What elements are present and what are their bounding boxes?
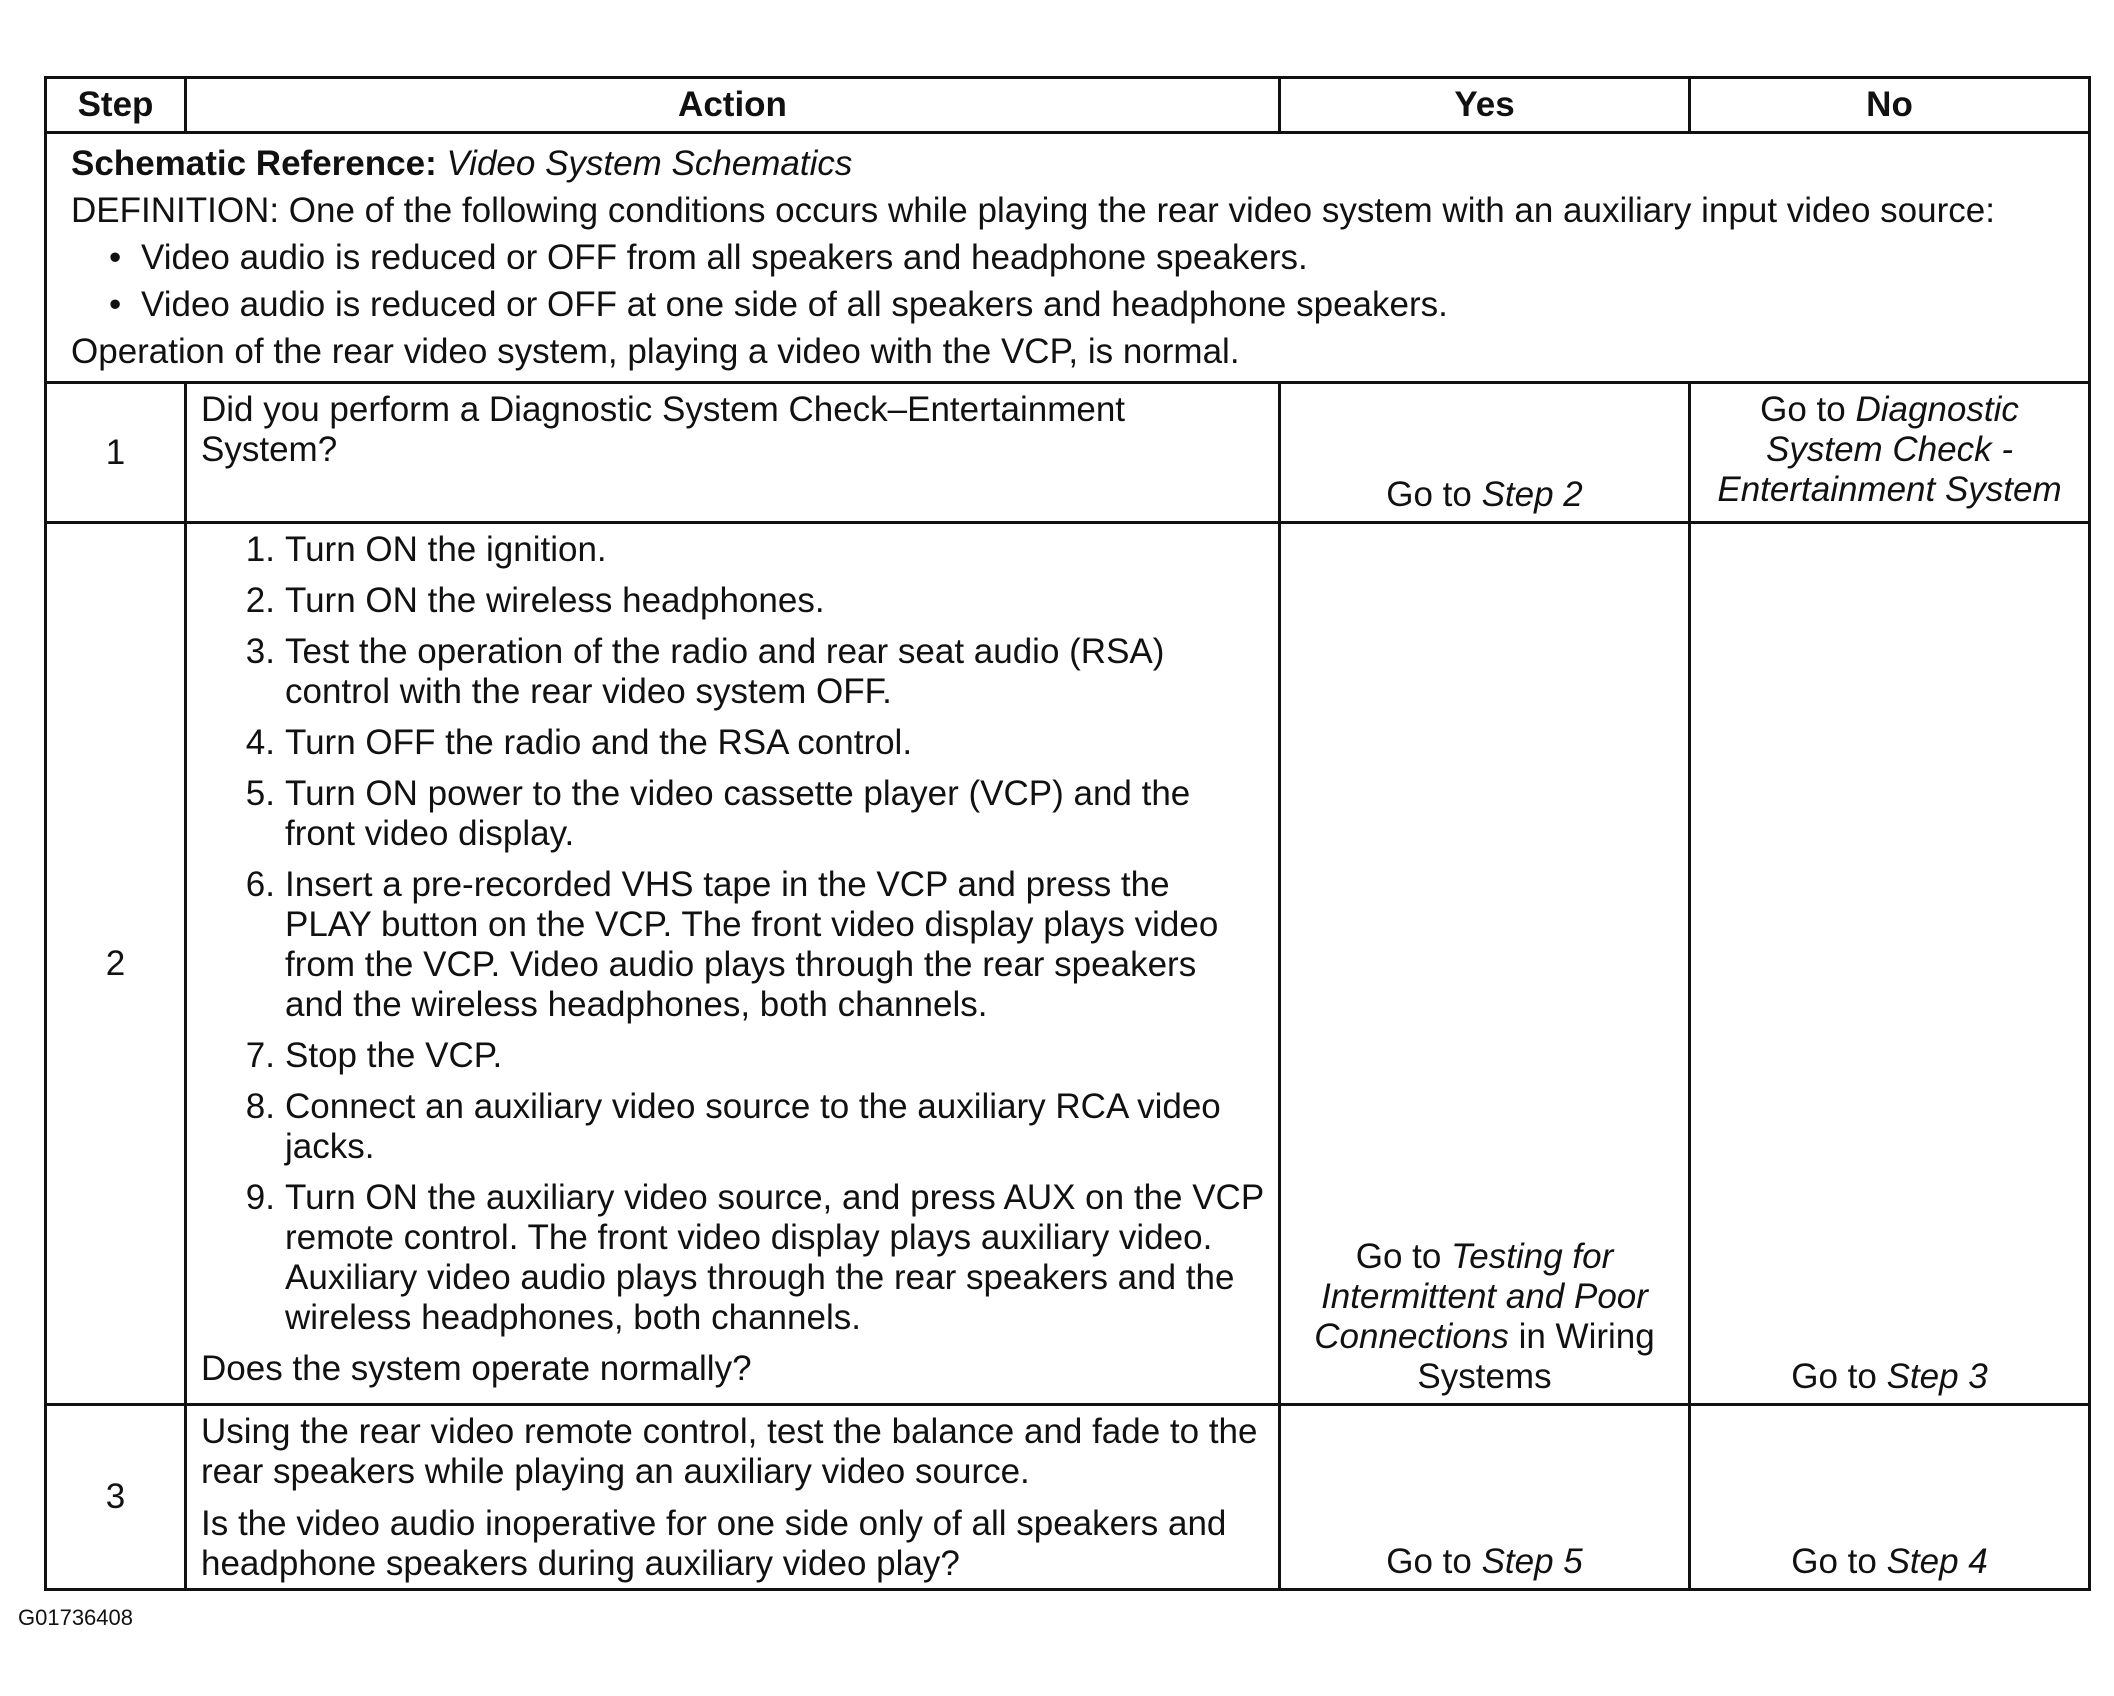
yes-prefix: Go to bbox=[1386, 1542, 1472, 1581]
no-prefix: Go to bbox=[1760, 390, 1846, 429]
step-number: 1 bbox=[46, 383, 186, 523]
action-question: Is the video audio inoperative for one side only of all speakers and headphone speakers during auxiliary video play? bbox=[201, 1504, 1227, 1583]
action-question: Did you perform a Diagnostic System Check–Entertainment System? bbox=[201, 390, 1126, 469]
procedure-item: 6. Insert a pre-recorded VHS tape in the VCP and press the PLAY button on the VCP. The front video display plays video from the VCP. Video audio plays through the rear speakers and the wireless headphones, both channels. bbox=[245, 865, 1219, 1024]
procedure-list bbox=[201, 530, 1264, 1338]
definition-text: DEFINITION: One of the following conditions occurs while playing the rear video system with an auxiliary input video source: bbox=[71, 191, 1995, 230]
operation-text: Operation of the rear video system, playing a video with the VCP, is normal. bbox=[71, 332, 1240, 371]
yes-suffix: in Wiring Systems bbox=[1417, 1317, 1655, 1396]
no-prefix: Go to bbox=[1791, 1542, 1877, 1581]
procedure-item: 7. Stop the VCP. bbox=[245, 1036, 503, 1075]
table-header-row bbox=[46, 78, 2090, 133]
yes-link[interactable]: Step 2 bbox=[1481, 475, 1583, 514]
procedure-item: 1. Turn ON the ignition. bbox=[245, 530, 607, 569]
procedure-item: 3. Test the operation of the radio and rear seat audio (RSA) control with the rear video system OFF. bbox=[245, 632, 1165, 711]
table-row-step-3 bbox=[46, 1405, 2090, 1590]
schematic-row bbox=[46, 133, 2090, 383]
schematic-cell bbox=[46, 133, 2090, 383]
procedure-item: 9. Turn ON the auxiliary video source, and press AUX on the VCP remote control. The front video display plays auxiliary video. Auxiliary video audio plays through the rear speakers and the wireless headphones, both channels. bbox=[245, 1178, 1264, 1337]
header-action: Action bbox=[186, 78, 1280, 133]
step-number: 3 bbox=[46, 1405, 186, 1590]
schematic-reference-link[interactable]: Video System Schematics bbox=[446, 144, 853, 183]
procedure-item: 2. Turn ON the wireless headphones. bbox=[245, 581, 825, 620]
step-number: 2 bbox=[46, 523, 186, 1405]
diagnostic-table bbox=[44, 76, 2091, 1591]
yes-prefix: Go to bbox=[1355, 1237, 1442, 1276]
no-prefix: Go to bbox=[1791, 1357, 1877, 1396]
action-instruction: Using the rear video remote control, test the balance and fade to the rear speakers while playing an auxiliary video source. bbox=[201, 1412, 1258, 1491]
procedure-item: 4. Turn OFF the radio and the RSA control. bbox=[245, 723, 913, 762]
action-cell bbox=[186, 1405, 1280, 1590]
figure-id: G01736408 bbox=[18, 1605, 133, 1630]
yes-link[interactable]: Step 5 bbox=[1481, 1542, 1583, 1581]
procedure-item: 5. Turn ON power to the video cassette player (VCP) and the front video display. bbox=[245, 774, 1191, 853]
yes-cell bbox=[1280, 523, 1690, 1405]
bullet-item: • Video audio is reduced or OFF from all speakers and headphone speakers. bbox=[109, 234, 2064, 281]
yes-cell bbox=[1280, 383, 1690, 523]
header-yes: Yes bbox=[1280, 78, 1690, 133]
action-cell bbox=[186, 383, 1280, 523]
procedure-item: 8. Connect an auxiliary video source to the auxiliary RCA video jacks. bbox=[245, 1087, 1221, 1166]
yes-link[interactable]: Testing for Intermittent and Poor Connections bbox=[1314, 1237, 1648, 1356]
schematic-reference bbox=[71, 140, 2064, 187]
definition-bullets bbox=[71, 234, 2064, 328]
no-link[interactable]: Step 4 bbox=[1886, 1542, 1988, 1581]
no-cell bbox=[1690, 523, 2090, 1405]
action-cell bbox=[186, 523, 1280, 1405]
yes-prefix: Go to bbox=[1386, 475, 1472, 514]
header-step: Step bbox=[46, 78, 186, 133]
no-link[interactable]: Diagnostic System Check - Entertainment System bbox=[1717, 390, 2062, 509]
table-row-step-2 bbox=[46, 523, 2090, 1405]
header-no: No bbox=[1690, 78, 2090, 133]
action-question: Does the system operate normally? bbox=[201, 1349, 752, 1388]
no-cell bbox=[1690, 383, 2090, 523]
table-row-step-1 bbox=[46, 383, 2090, 523]
schematic-reference-label: Schematic Reference: bbox=[71, 144, 437, 183]
no-cell bbox=[1690, 1405, 2090, 1590]
no-link[interactable]: Step 3 bbox=[1886, 1357, 1988, 1396]
yes-cell bbox=[1280, 1405, 1690, 1590]
bullet-item: • Video audio is reduced or OFF at one side of all speakers and headphone speakers. bbox=[109, 281, 2064, 328]
